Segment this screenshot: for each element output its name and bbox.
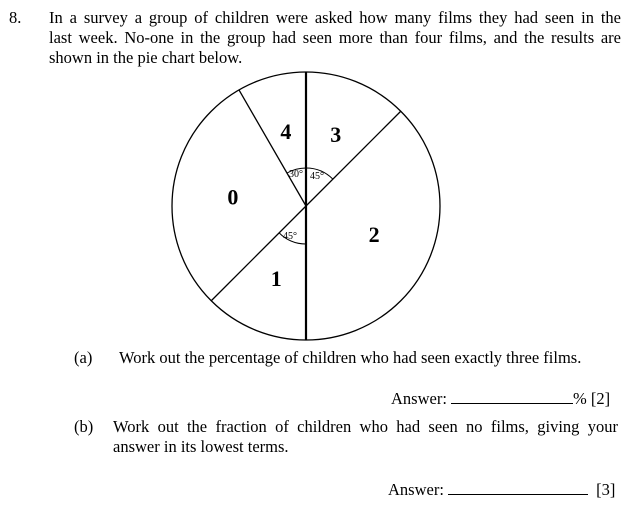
part-b-answer xyxy=(388,480,615,500)
stem-line-2: last week. No-one in the group had seen more than four films, and the results are xyxy=(49,28,621,47)
part-a-label: (a) xyxy=(74,348,93,367)
stem-line-1: In a survey a group of children were asked how many films they had seen in the xyxy=(49,8,621,27)
angle-mark: 45° xyxy=(310,171,324,182)
angle-mark: 45° xyxy=(283,231,297,242)
part-b-answer-suffix: [3] xyxy=(596,480,616,499)
part-a-answer xyxy=(391,389,610,409)
slice-label-3: 3 xyxy=(330,122,342,148)
slice-label-4: 4 xyxy=(280,118,292,144)
part-a-answer-prefix: Answer: xyxy=(391,389,447,408)
question-number: 8. xyxy=(9,8,22,27)
slice-label-1: 1 xyxy=(270,265,282,291)
part-a-text: Work out the percentage of children who had seen exactly three films. xyxy=(119,348,582,367)
slice-label-2: 2 xyxy=(368,222,380,248)
part-b-answer-prefix: Answer: xyxy=(388,480,444,499)
part-b-text xyxy=(113,417,618,457)
part-b-answer-blank[interactable] xyxy=(448,480,588,495)
part-a-answer-blank[interactable] xyxy=(451,389,573,404)
angle-mark: 30° xyxy=(289,169,303,180)
slice-boundary xyxy=(306,111,401,206)
slice-boundary xyxy=(239,90,306,206)
part-b-label: (b) xyxy=(74,417,94,436)
slice-boundary xyxy=(211,206,306,301)
stem-line-3: shown in the pie chart below. xyxy=(49,48,243,67)
slice-label-0: 0 xyxy=(227,184,239,210)
part-a-answer-suffix: % [2] xyxy=(573,389,611,408)
part-b-line-1: Work out the fraction of children who had seen no films, giving your xyxy=(113,417,618,436)
part-b-line-2: answer in its lowest terms. xyxy=(113,437,289,456)
